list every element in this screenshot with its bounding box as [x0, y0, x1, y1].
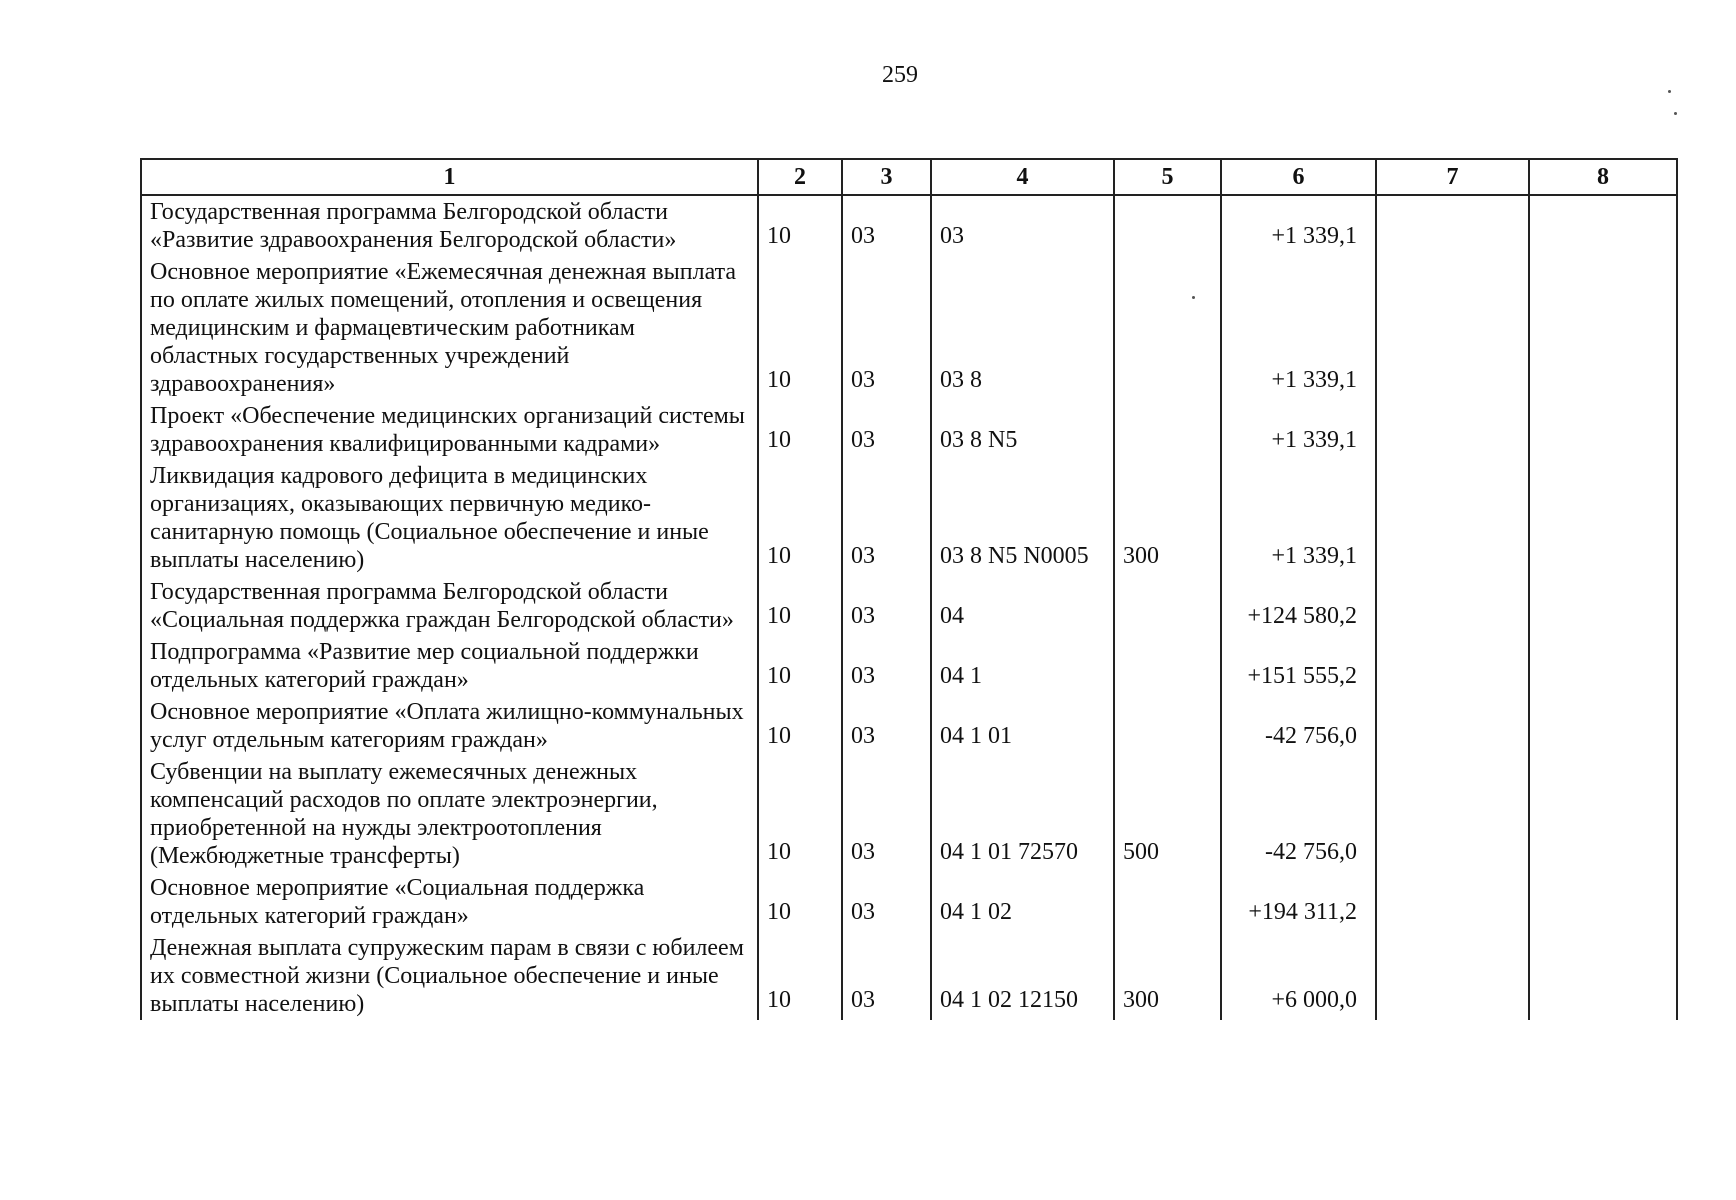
table-row	[141, 696, 1677, 756]
row-section: 10	[758, 576, 842, 636]
row-amount: +1 339,1	[1221, 195, 1376, 256]
scan-speck	[1668, 90, 1671, 93]
row-col-7	[1376, 460, 1529, 576]
col-header-2: 2	[758, 159, 842, 195]
row-subsection: 03	[842, 932, 931, 1020]
table-row	[141, 460, 1677, 576]
row-section: 10	[758, 195, 842, 256]
row-section: 10	[758, 756, 842, 872]
row-amount: +1 339,1	[1221, 400, 1376, 460]
row-subsection: 03	[842, 872, 931, 932]
row-subsection: 03	[842, 756, 931, 872]
row-expense-type	[1114, 256, 1221, 400]
row-name: Основное мероприятие «Ежемесячная денежная выплата по оплате жилых помещений, отопления и освещения медицинским и фармацевтическим работникам областных государственных учреждений здравоохранения»	[141, 256, 758, 400]
row-section: 10	[758, 460, 842, 576]
row-subsection: 03	[842, 400, 931, 460]
row-target-code: 03 8 N5 N0005	[931, 460, 1114, 576]
row-subsection: 03	[842, 696, 931, 756]
row-section: 10	[758, 400, 842, 460]
row-section: 10	[758, 256, 842, 400]
row-name: Денежная выплата супружеским парам в связи с юбилеем их совместной жизни (Социальное обеспечение и иные выплаты населению)	[141, 932, 758, 1020]
row-col-7	[1376, 756, 1529, 872]
row-target-code: 04 1 02	[931, 872, 1114, 932]
row-amount: -42 756,0	[1221, 696, 1376, 756]
row-col-7	[1376, 256, 1529, 400]
row-expense-type	[1114, 576, 1221, 636]
row-target-code: 03	[931, 195, 1114, 256]
row-col-7	[1376, 576, 1529, 636]
row-target-code: 04	[931, 576, 1114, 636]
row-amount: +6 000,0	[1221, 932, 1376, 1020]
row-expense-type: 300	[1114, 460, 1221, 576]
col-header-7: 7	[1376, 159, 1529, 195]
col-header-3: 3	[842, 159, 931, 195]
row-name: Основное мероприятие «Социальная поддержка отдельных категорий граждан»	[141, 872, 758, 932]
row-col-8	[1529, 872, 1677, 932]
row-amount: +124 580,2	[1221, 576, 1376, 636]
row-col-7	[1376, 636, 1529, 696]
row-section: 10	[758, 636, 842, 696]
row-subsection: 03	[842, 195, 931, 256]
row-amount: -42 756,0	[1221, 756, 1376, 872]
row-amount: +194 311,2	[1221, 872, 1376, 932]
row-col-8	[1529, 400, 1677, 460]
row-col-8	[1529, 696, 1677, 756]
budget-table	[140, 158, 1678, 1020]
col-header-6: 6	[1221, 159, 1376, 195]
col-header-5: 5	[1114, 159, 1221, 195]
row-col-7	[1376, 400, 1529, 460]
row-col-8	[1529, 636, 1677, 696]
row-expense-type	[1114, 636, 1221, 696]
row-col-7	[1376, 932, 1529, 1020]
row-col-7	[1376, 195, 1529, 256]
row-section: 10	[758, 696, 842, 756]
table-row	[141, 400, 1677, 460]
row-name: Государственная программа Белгородской области «Социальная поддержка граждан Белгородской области»	[141, 576, 758, 636]
row-col-7	[1376, 872, 1529, 932]
col-header-8: 8	[1529, 159, 1677, 195]
row-target-code: 04 1	[931, 636, 1114, 696]
table-row	[141, 756, 1677, 872]
row-target-code: 04 1 01 72570	[931, 756, 1114, 872]
row-name: Ликвидация кадрового дефицита в медицинских организациях, оказывающих первичную медико-санитарную помощь (Социальное обеспечение и иные выплаты населению)	[141, 460, 758, 576]
row-target-code: 03 8	[931, 256, 1114, 400]
row-col-8	[1529, 576, 1677, 636]
row-col-8	[1529, 932, 1677, 1020]
table-row	[141, 256, 1677, 400]
row-col-7	[1376, 696, 1529, 756]
col-header-4: 4	[931, 159, 1114, 195]
row-name: Проект «Обеспечение медицинских организаций системы здравоохранения квалифицированными кадрами»	[141, 400, 758, 460]
row-target-code: 04 1 01	[931, 696, 1114, 756]
table-row	[141, 636, 1677, 696]
row-expense-type: 500	[1114, 756, 1221, 872]
row-section: 10	[758, 872, 842, 932]
row-amount: +1 339,1	[1221, 460, 1376, 576]
row-col-8	[1529, 195, 1677, 256]
row-expense-type	[1114, 195, 1221, 256]
row-name: Государственная программа Белгородской области «Развитие здравоохранения Белгородской области»	[141, 195, 758, 256]
row-subsection: 03	[842, 636, 931, 696]
scan-speck	[1192, 296, 1195, 299]
row-expense-type: 300	[1114, 932, 1221, 1020]
table-row	[141, 576, 1677, 636]
row-col-8	[1529, 756, 1677, 872]
row-amount: +1 339,1	[1221, 256, 1376, 400]
row-expense-type	[1114, 400, 1221, 460]
row-target-code: 03 8 N5	[931, 400, 1114, 460]
row-section: 10	[758, 932, 842, 1020]
row-col-8	[1529, 460, 1677, 576]
header-row	[141, 159, 1677, 195]
row-name: Подпрограмма «Развитие мер социальной поддержки отдельных категорий граждан»	[141, 636, 758, 696]
row-subsection: 03	[842, 460, 931, 576]
row-name: Субвенции на выплату ежемесячных денежных компенсаций расходов по оплате электроэнергии, приобретенной на нужды электроотопления (Межбюджетные трансферты)	[141, 756, 758, 872]
row-name: Основное мероприятие «Оплата жилищно-коммунальных услуг отдельным категориям граждан»	[141, 696, 758, 756]
page-number: 259	[882, 62, 918, 88]
scan-speck	[1674, 112, 1677, 115]
table-row	[141, 872, 1677, 932]
row-subsection: 03	[842, 576, 931, 636]
row-expense-type	[1114, 696, 1221, 756]
table-row	[141, 932, 1677, 1020]
row-col-8	[1529, 256, 1677, 400]
row-subsection: 03	[842, 256, 931, 400]
row-amount: +151 555,2	[1221, 636, 1376, 696]
row-target-code: 04 1 02 12150	[931, 932, 1114, 1020]
col-header-1: 1	[141, 159, 758, 195]
row-expense-type	[1114, 872, 1221, 932]
table-row	[141, 195, 1677, 256]
